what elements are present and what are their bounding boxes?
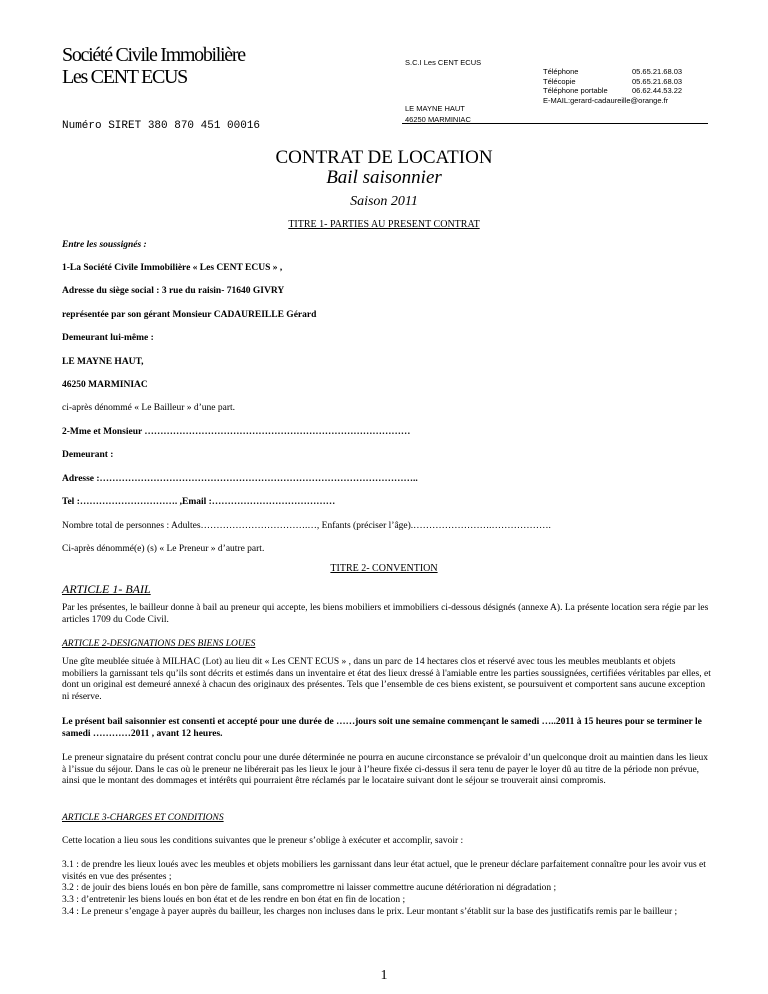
document-season: Saison 2011 [350,194,418,209]
article-2-text2: Le preneur signataire du présent contrat conclu pour une durée déterminée ne pourra en aucune circonstance se prévaloir d’un quelconque droit au maintien dans les lieux à l’issue du séjour. Dans le cas où le preneur ne libérerait pas les lieux le jour à l’heure fixée ci-dessus il sera tenu de payer le loyer dû au titre de la période non prévue, ainsi que le montant des dommages et intérêts qui pourraient être réclamés par le locataire suivant dont le séjour se trouverait ainsi compromis. [62,753,709,786]
article-3-item: 3.4 : Le preneur s’engage à payer auprès du bailleur, les charges non incluses dans le prix. Leur montant s’établit sur la base des justificatifs remis par le bailleur ; [62,907,678,917]
contact-row [543,86,713,96]
article-3-item: 3.3 : d’entretenir les biens loués en bon état et de les rendre en bon état en fin de location ; [62,895,406,905]
guest-count-field: Nombre total de personnes : Adultes…………………………….…, Enfants (préciser l’âge).…………………….………………. [62,521,551,531]
tenant-designation: Ci-après dénommé(e) (s) « Le Preneur » d’autre part. [62,544,265,554]
contact-row [543,77,713,87]
email-line: E-MAIL:gerard-cadaureille@orange.fr [543,95,669,105]
article-2-text: Une gîte meublée située à MILHAC (Lot) au lieu dit « Les CENT ECUS » , dans un parc de 14 hectares clos et réservé avec tous les meubles meublants et objets mobiliers la garnissant tels qu’ils sont décrits et estimés dans un inventaire et état des lieux dressé à l'amiable entre les parties soussignées, certifiées véritables par elles, et dont un original est demeuré annexé à chacun des originaux des présentes. Tels que l’ensemble de ces biens existent, se poursuivent et comportent sans aucune exception ni réserve. [62,657,711,702]
article-3-intro: Cette location a lieu sous les conditions suivantes que le preneur s’oblige à exécuter et accomplir, savoir : [62,836,464,846]
tenant-contact-field: Tel :…………………………. ,Email :………………………………… [62,497,336,507]
page-number: 1 [380,968,388,983]
lessor-designation: ci-après dénommé « Le Bailleur » d’une part. [62,403,236,413]
article-1-text: Par les présentes, le bailleur donne à bail au preneur qui accepte, les biens mobiliers et immobiliers ci-dessous désignés (annexe A). La présente location sera régie par les articles 1709 du Code Civil. [62,603,709,625]
address-line2: 46250 MARMINIAC [405,115,471,124]
lessor-name: 1-La Société Civile Immobilière « Les CENT ECUS » , [62,263,283,273]
lessor-address-line2: 46250 MARMINIAC [62,380,148,390]
contact-block [543,67,713,105]
lessor-address-line1: LE MAYNE HAUT, [62,357,144,367]
company-logo-line1: Société Civile Immobilière [62,44,245,66]
contact-value: 05.65.21.68.03 [632,67,683,76]
parties-intro: Entre les soussignés : [62,240,147,250]
article-1-heading: ARTICLE 1- BAIL [62,582,151,596]
article-3-heading: ARTICLE 3-CHARGES ET CONDITIONS [62,813,224,823]
contact-value: 05.65.21.68.03 [632,76,683,86]
contact-label: Téléphone portable [543,86,608,96]
tenant-address-field: Adresse :……………………………………………………………………………………….. [62,474,418,484]
article-2-heading: ARTICLE 2-DESIGNATIONS DES BIENS LOUES [62,639,256,649]
document-subtitle: Bail saisonnier [326,167,442,188]
contact-label: Téléphone [543,67,579,76]
contact-value: 06.62.44.53.22 [632,86,683,96]
address-line1: LE MAYNE HAUT [405,104,465,113]
lessor-head-office: Adresse du siège social : 3 rue du raisin- 71640 GIVRY [62,286,285,296]
document-title: CONTRAT DE LOCATION [275,147,493,168]
lessor-representative: représentée par son gérant Monsieur CADAUREILLE Gérard [62,310,317,320]
article-3-item: 3.1 : de prendre les lieux loués avec les meubles et objets mobiliers les garnissant dans leur état actuel, que le preneur déclare parfaitement connaître pour les avoir vus et visités en vue des présentes ; [62,860,706,882]
contact-row [543,67,713,77]
tenant-name-field: 2-Mme et Monsieur ………………………………………………………………………… [62,427,411,437]
header-rule [402,123,708,124]
article-3-item: 3.2 : de jouir des biens loués en bon père de famille, sans compromettre ni laisser commettre aucune détérioration ni dégradation ; [62,883,557,893]
contact-label: Télécopie [543,76,576,86]
siret-number: Numéro SIRET 380 870 451 00016 [62,120,261,132]
company-small-name: S.C.I Les CENT ECUS [405,58,482,67]
section-title-1: TITRE 1- PARTIES AU PRESENT CONTRAT [288,219,480,230]
company-logo-line2: Les CENT ECUS [62,66,187,88]
section-title-2: TITRE 2- CONVENTION [330,563,438,574]
lessor-residence-label: Demeurant lui-même : [62,333,154,343]
article-2-duration: Le présent bail saisonnier est consenti et accepté pour une durée de ……jours soit une semaine commençant le samedi …..2011 à 15 heures pour se terminer le samedi …………2011 , avant 12 heures. [62,717,702,739]
tenant-residence-label: Demeurant : [62,450,114,460]
